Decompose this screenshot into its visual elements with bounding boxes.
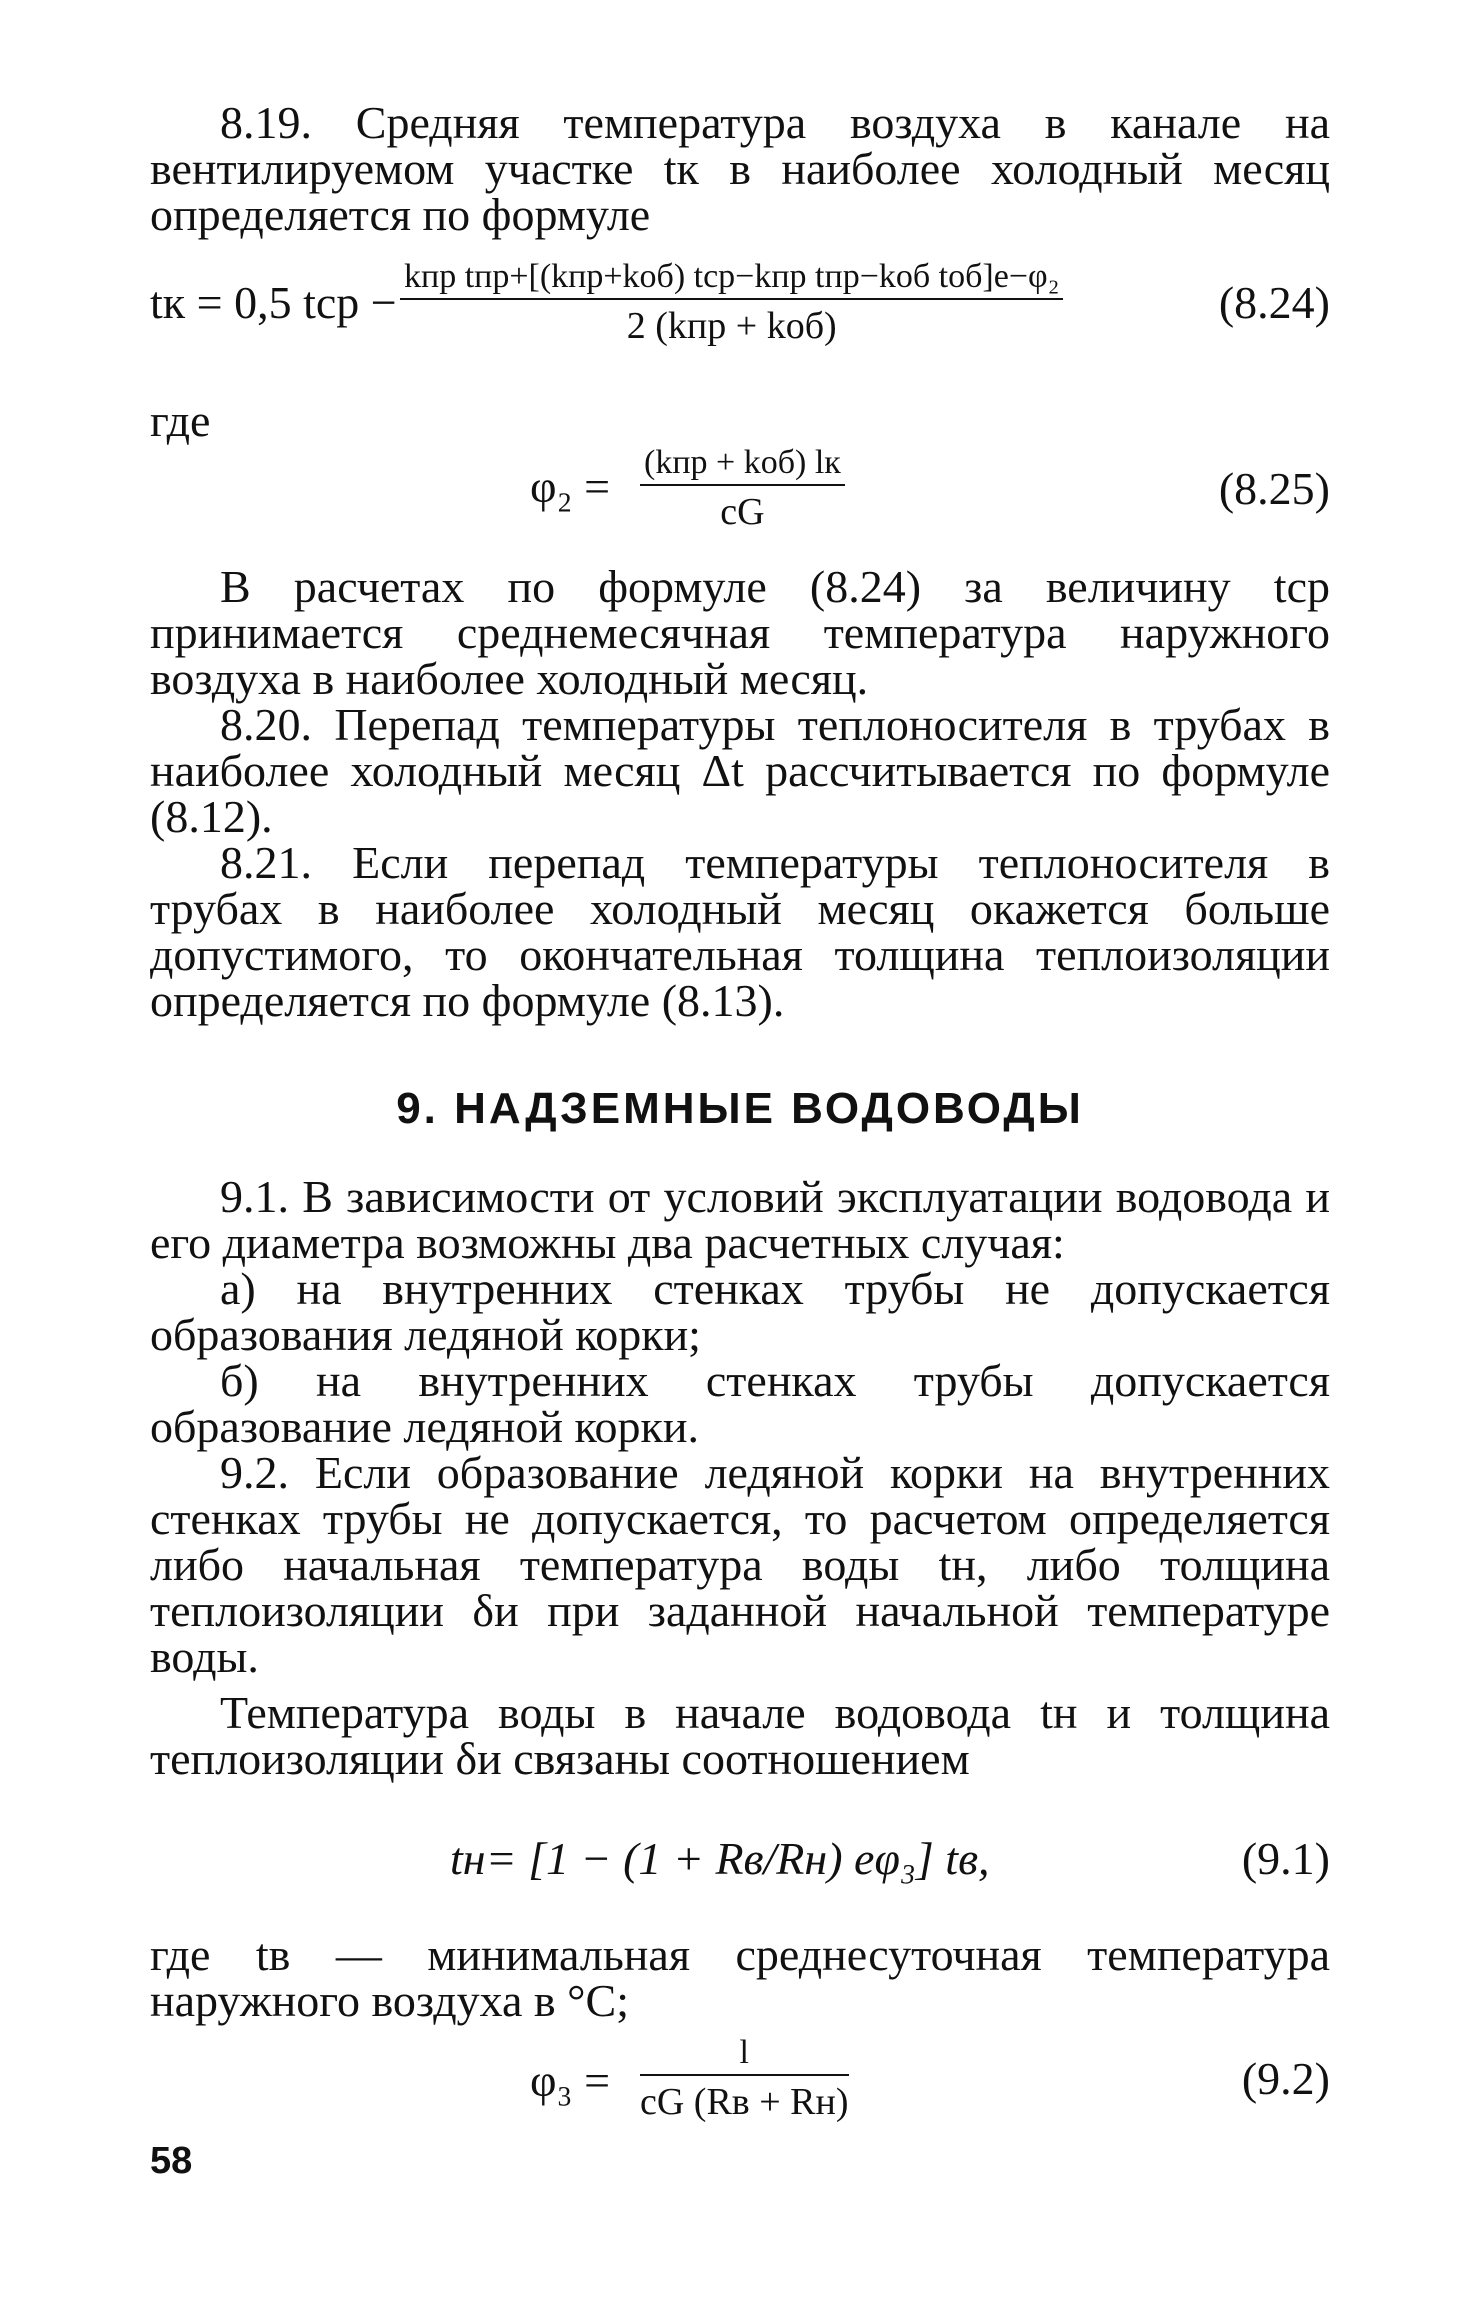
equation-number: (9.1) [1241,1833,1330,1884]
equation-number: (8.25) [1218,463,1330,514]
fraction-numerator: kпр tпр+[(kпр+kоб) tср−kпр tпр−kоб tоб]e−φ₂ [400,258,1063,300]
equation-fraction [640,2034,849,2124]
equation-number: (8.24) [1218,277,1330,328]
equation-fraction [640,444,845,534]
paragraph-9-1-a: а) на внутренних стенках трубы не допускается образования ледяной корки; [150,1263,1330,1360]
fraction-denominator: cG [720,491,765,533]
equation-8-25 [150,444,1330,544]
document-page [150,97,1330,2134]
paragraph-temperature: Температура воды в начале водовода tн и толщина теплоизоляции δи связаны соотношением [150,1687,1330,1784]
equation-lhs: tк = 0,5 tср − [150,277,397,328]
paragraph-9-1-b: б) на внутренних стенках трубы допускается образование ледяной корки. [150,1355,1330,1452]
fraction-numerator: l [640,2034,849,2076]
page-number: 58 [150,2140,193,2182]
paragraph-9-2: 9.2. Если образование ледяной корки на внутренних стенках трубы не допускается, то расчетом определяется либо начальная температура воды tн, либо толщина теплоизоляции δи при заданной начальной температуре воды. [150,1447,1330,1682]
where-label: где [150,395,211,446]
equation-expression: tн= [1 − (1 + Rв/Rн) eφ₃] tв, [450,1833,990,1884]
paragraph-8-21: 8.21. Если перепад температуры теплоносителя в трубах в наиболее холодный месяц окажется больше допустимого, то окончательная толщина теплоизоляции определяется по формуле (8.13). [150,837,1330,1026]
paragraph-8-24-note: В расчетах по формуле (8.24) за величину tср принимается среднемесячная температура наружного воздуха в наиболее холодный месяц. [150,561,1330,704]
section-heading: 9. НАДЗЕМНЫЕ ВОДОВОДЫ [396,1084,1084,1133]
equation-8-24 [150,258,1330,368]
equation-lhs: φ₃ = [530,2055,611,2106]
fraction-denominator: cG (Rв + Rн) [640,2081,849,2123]
paragraph-9-1: 9.1. В зависимости от условий эксплуатации водовода и его диаметра возможны два расчетных случая: [150,1171,1330,1268]
equation-9-1 [150,1802,1330,1912]
fraction-denominator: 2 (kпр + kоб) [626,305,837,347]
equation-9-2 [150,2034,1330,2134]
equation-fraction [400,258,1063,348]
equation-lhs: φ₂ = [530,461,611,512]
where-definition: где tв — минимальная среднесуточная температура наружного воздуха в °С; [150,1929,1330,2026]
paragraph-8-20: 8.20. Перепад температуры теплоносителя в трубах в наиболее холодный месяц Δt рассчитывается по формуле (8.12). [150,699,1330,842]
equation-number: (9.2) [1241,2053,1330,2104]
fraction-numerator: (kпр + kоб) lк [640,444,845,486]
paragraph-8-19: 8.19. Средняя температура воздуха в канале на вентилируемом участке tк в наиболее холодный месяц определяется по формуле [150,97,1330,240]
